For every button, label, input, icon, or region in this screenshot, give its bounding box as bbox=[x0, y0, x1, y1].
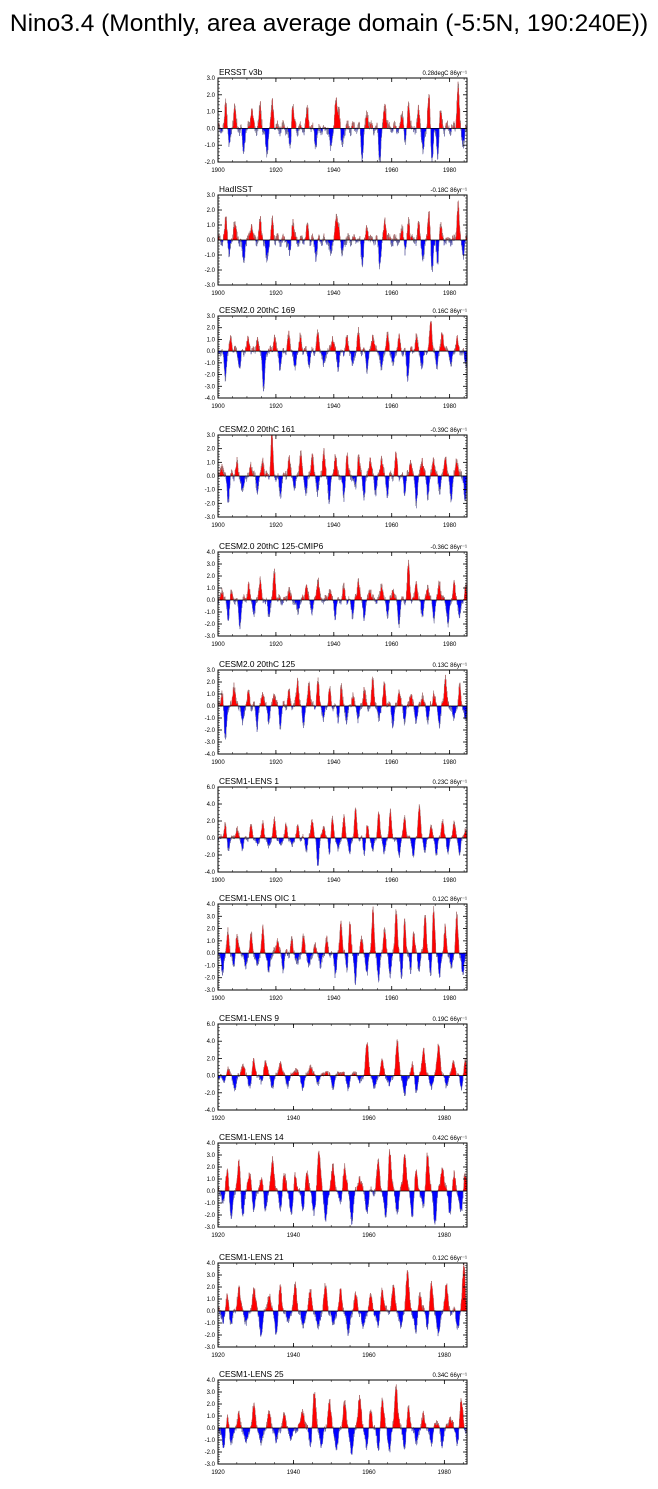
bars bbox=[218, 82, 468, 162]
x-tick-label: 1920 bbox=[269, 168, 283, 174]
y-tick-label: -3.0 bbox=[204, 384, 215, 391]
y-tick-label: -4.0 bbox=[204, 396, 215, 402]
plot-frame bbox=[218, 316, 467, 398]
chart-panel bbox=[205, 541, 468, 648]
page-title: Nino3.4 (Monthly, area average domain (-5:5N, 190:240E)) bbox=[9, 10, 649, 37]
y-tick-label: -2.0 bbox=[204, 268, 215, 274]
x-tick-label: 1940 bbox=[327, 523, 341, 529]
y-tick-label: 3.0 bbox=[206, 76, 215, 82]
x-tick-label: 1940 bbox=[327, 291, 341, 297]
chart-panel bbox=[205, 424, 468, 529]
x-tick-label: 1980 bbox=[442, 168, 457, 174]
panel-title: HadISST bbox=[219, 184, 253, 194]
bars bbox=[218, 321, 468, 391]
x-tick-label: 1980 bbox=[442, 291, 457, 297]
y-tick-label: 2.0 bbox=[206, 92, 215, 99]
x-tick-label: 1920 bbox=[269, 404, 283, 410]
trend-label: -0.18C 86yr⁻¹ bbox=[430, 188, 467, 194]
y-tick-label: 0.0 bbox=[206, 349, 215, 356]
y-tick-label: -2.0 bbox=[204, 372, 215, 379]
chart-panel bbox=[205, 184, 468, 297]
trend-label: -0.39C 86yr⁻¹ bbox=[430, 428, 467, 434]
x-tick-label: 1920 bbox=[269, 291, 283, 297]
y-tick-label: 2.0 bbox=[206, 325, 215, 332]
series-line bbox=[218, 321, 467, 391]
x-tick-label: 1900 bbox=[211, 404, 225, 410]
y-tick-label: 0.0 bbox=[206, 238, 215, 244]
y-tick-label: 3.0 bbox=[206, 193, 215, 199]
y-tick-label: 1.0 bbox=[206, 337, 215, 344]
y-tick-label: -1.0 bbox=[204, 143, 215, 150]
y-tick-label: 2.0 bbox=[206, 208, 215, 214]
y-tick-label: 0.0 bbox=[206, 474, 215, 480]
y-tick-label: -3.0 bbox=[204, 283, 215, 289]
x-tick-label: 1900 bbox=[211, 523, 225, 529]
y-tick-label: 3.0 bbox=[206, 433, 215, 439]
x-tick-label: 1900 bbox=[211, 168, 225, 174]
trend-label: 0.28degC 86yr⁻¹ bbox=[422, 71, 467, 77]
x-tick-label: 1960 bbox=[385, 523, 399, 529]
y-tick-label: -1.0 bbox=[204, 253, 215, 259]
series-line bbox=[218, 435, 467, 508]
x-tick-label: 1960 bbox=[385, 168, 399, 174]
x-tick-label: 1900 bbox=[211, 291, 225, 297]
y-tick-label: -3.0 bbox=[204, 515, 215, 521]
panel-title: CESM2.0 20thC 169 bbox=[219, 305, 296, 315]
chart-panel bbox=[205, 67, 468, 174]
y-tick-label: 3.0 bbox=[206, 314, 215, 320]
x-tick-label: 1960 bbox=[385, 404, 399, 410]
panel-title: ERSST v3b bbox=[219, 67, 263, 77]
x-tick-label: 1920 bbox=[269, 523, 283, 529]
x-tick-label: 1960 bbox=[385, 291, 399, 297]
x-axis bbox=[211, 195, 464, 297]
y-tick-label: 1.0 bbox=[206, 223, 215, 229]
y-axis bbox=[205, 314, 467, 402]
y-tick-label: -1.0 bbox=[204, 360, 215, 367]
y-tick-label: -2.0 bbox=[204, 501, 215, 508]
panel-title: CESM2.0 20thC 161 bbox=[219, 424, 296, 434]
y-tick-label: 0.0 bbox=[206, 126, 215, 133]
y-tick-label: 1.0 bbox=[206, 109, 215, 116]
bars bbox=[218, 435, 468, 508]
y-tick-label: 1.0 bbox=[206, 460, 215, 467]
chart-panel bbox=[205, 305, 468, 410]
y-tick-label: -2.0 bbox=[204, 160, 215, 166]
x-tick-label: 1940 bbox=[327, 404, 341, 410]
x-tick-label: 1980 bbox=[442, 404, 457, 410]
x-tick-label: 1980 bbox=[442, 523, 457, 529]
x-tick-label: 1940 bbox=[327, 168, 341, 174]
y-tick-label: -1.0 bbox=[204, 487, 215, 494]
trend-label: 0.16C 86yr⁻¹ bbox=[432, 309, 467, 315]
y-tick-label: 2.0 bbox=[206, 446, 215, 453]
